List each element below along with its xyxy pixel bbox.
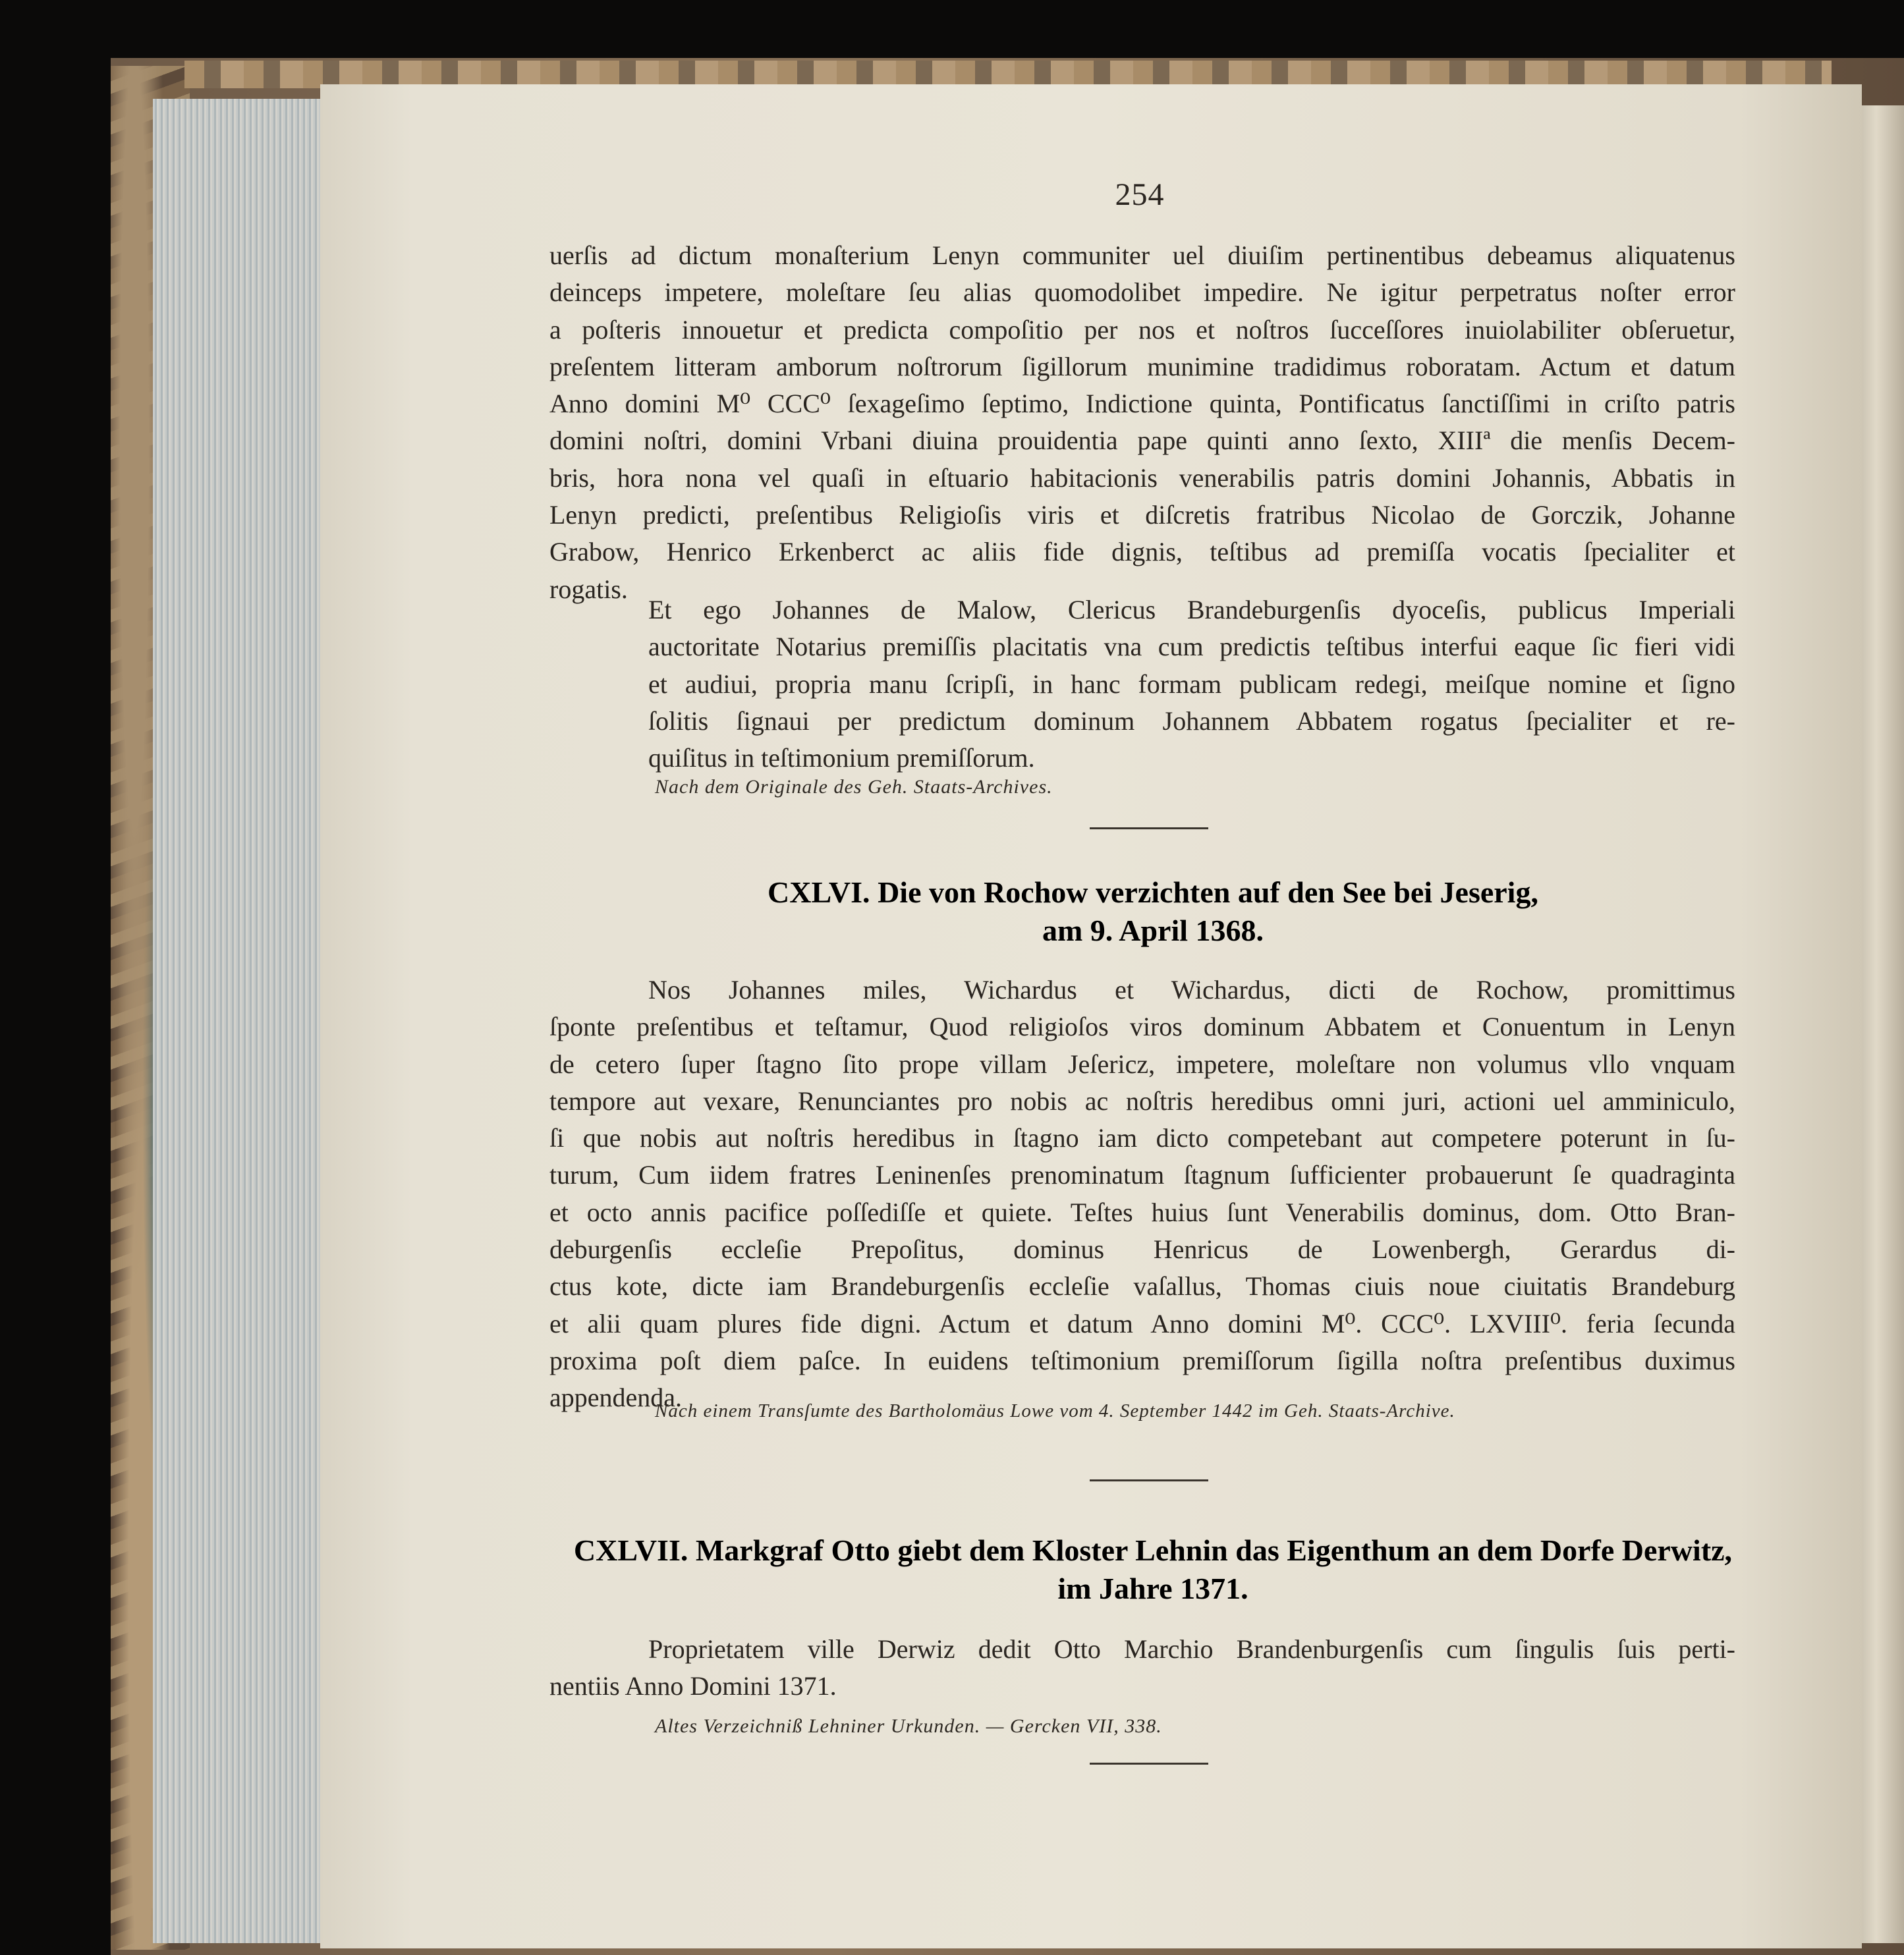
text-line: uerſis ad dictum monaſterium Lenyn communiter uel diuiſim pertinentibus debeamus aliquatenus — [549, 240, 1735, 270]
document-title: Markgraf Otto giebt dem Kloster Lehnin das Eigenthum an dem Dorfe Derwitz, — [695, 1533, 1733, 1567]
text-line: Proprietatem ville Derwiz dedit Otto Marchio Brandenburgenſis cum ſingulis ſuis perti- — [648, 1634, 1735, 1664]
heading-line-1 — [560, 1531, 1746, 1570]
document-heading — [659, 873, 1647, 950]
text-line: deinceps impetere, moleſtare ſeu alias quomodolibet impedire. Ne igitur perpetratus noſter error — [549, 277, 1735, 308]
text-line: de cetero ſuper ſtagno ſito prope villam Jeſericz, impetere, moleſtare non volumus vllo vnquam — [549, 1049, 1735, 1079]
section-divider — [1090, 827, 1208, 829]
text-line: preſentem litteram amborum noſtrorum ſigillorum munimine tradidimus roboratam. Actum et datum — [549, 351, 1735, 381]
continuation-paragraph — [549, 237, 1735, 608]
text-line: Lenyn predicti, preſentibus Religioſis viris et diſcretis fratribus Nicolao de Gorczik, Johanne — [549, 500, 1735, 530]
source-note: Nach dem Originale des Geh. Staats-Archives. — [655, 776, 1053, 798]
text-line: et audiui, propria manu ſcripſi, in hanc formam publicam redegi, meiſque nomine et ſigno — [648, 669, 1735, 699]
text-line: quiſitus in teſtimonium premiſſorum. — [648, 743, 1035, 773]
facing-page-edge — [1858, 105, 1904, 1943]
text-line: ſponte preſentibus et teſtamur, Quod religioſos viros dominum Abbatem et Conuentum in Lenyn — [549, 1012, 1735, 1042]
page-number: 254 — [1115, 177, 1165, 212]
notary-paragraph — [549, 592, 1735, 777]
text-line: proxima poſt diem paſce. In euidens teſtimonium premiſſorum ſigilla noſtra preſentibus duximus — [549, 1345, 1735, 1375]
text-line: ſi que nobis aut noſtris heredibus in ſtagno iam dicto competebant aut competere poterunt in ſu- — [549, 1123, 1735, 1153]
text-line: rogatis. — [549, 574, 628, 604]
text-line: ſolitis ſignaui per predictum dominum Johannem Abbatem rogatus ſpecialiter et re- — [648, 705, 1735, 736]
text-line: Anno domini M⁰ CCC⁰ ſexageſimo ſeptimo, Indictione quinta, Pontificatus ſanctiſſimi in criſto patris — [549, 389, 1735, 419]
document-heading — [560, 1531, 1746, 1608]
text-line: nentiis Anno Domini 1371. — [549, 1671, 837, 1701]
document-date: am 9. April 1368. — [1042, 914, 1264, 947]
document-number: CXLVI. — [768, 875, 870, 909]
document-title: Die von Rochow verzichten auf den See bei Jeserig, — [878, 875, 1538, 909]
page-block-edges — [153, 99, 324, 1943]
heading-line-1 — [659, 873, 1647, 912]
text-line: ctus kote, dicte iam Brandeburgenſis eccleſie vaſallus, Thomas ciuis noue ciuitatis Brandeburg — [549, 1271, 1735, 1302]
text-line: deburgenſis eccleſie Prepoſitus, dominus Henricus de Lowenbergh, Gerardus di- — [549, 1234, 1735, 1265]
document-date: im Jahre 1371. — [1057, 1572, 1248, 1605]
text-line: turum, Cum iidem fratres Leninenſes prenominatum ſtagnum ſufficienter probauerunt ſe quadraginta — [549, 1160, 1735, 1190]
section-divider — [1090, 1479, 1208, 1481]
text-line: Nos Johannes miles, Wichardus et Wichardus, dicti de Rochow, promittimus — [648, 975, 1735, 1005]
text-line: domini noſtri, domini Vrbani diuina prouidentia pape quinti anno ſexto, XIIIª die menſis Decem- — [549, 426, 1735, 456]
text-line: Grabow, Henrico Erkenberct ac aliis fide dignis, teſtibus ad premiſſa vocatis ſpecialiter et — [549, 537, 1735, 567]
text-line: a poſteris innouetur et predicta compoſitio per nos et noſtros ſucceſſores inuiolabiliter obſeruetur, — [549, 314, 1735, 344]
document-number: CXLVII. — [573, 1533, 688, 1567]
source-note: Altes Verzeichniß Lehniner Urkunden. — Gercken VII, 338. — [655, 1715, 1162, 1737]
document-body — [549, 972, 1735, 1417]
text-line: auctoritate Notarius premiſſis placitatis vna cum predictis teſtibus interfui eaque ſic fieri vidi — [648, 632, 1735, 662]
text-line: bris, hora nona vel quaſi in eſtuario habitacionis venerabilis patris domini Johannis, Abbatis in — [549, 462, 1735, 493]
text-line: tempore aut vexare, Renunciantes pro nobis ac noſtris heredibus omni juri, actioni uel amminiculo, — [549, 1086, 1735, 1116]
section-divider — [1090, 1763, 1208, 1765]
document-body — [549, 1631, 1735, 1705]
text-line: Et ego Johannes de Malow, Clericus Brandeburgenſis dyoceſis, publicus Imperiali — [648, 595, 1735, 624]
text-line: et octo annis pacifice poſſediſſe et quiete. Teſtes huius ſunt Venerabilis dominus, dom. Otto Bran- — [549, 1197, 1735, 1227]
source-note: Nach einem Transſumte des Bartholomäus Lowe vom 4. September 1442 im Geh. Staats-Archive. — [655, 1400, 1455, 1421]
text-line: appendenda. — [549, 1383, 683, 1413]
text-line: et alii quam plures fide digni. Actum et datum Anno domini M⁰. CCC⁰. LXVIII⁰. feria ſecunda — [549, 1308, 1735, 1338]
